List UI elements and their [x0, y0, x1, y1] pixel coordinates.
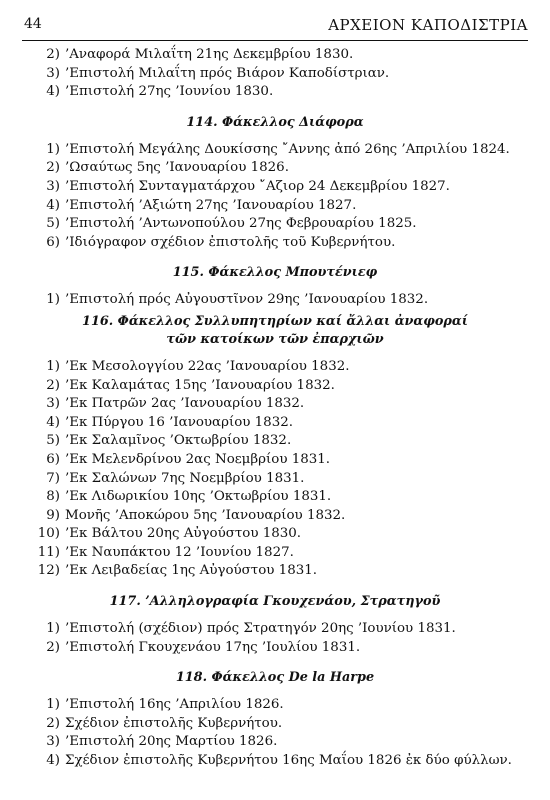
list-item [22, 752, 528, 771]
list-item [22, 620, 528, 639]
item-number: 1) [46, 621, 60, 637]
list-item [22, 470, 528, 489]
list-item [22, 291, 528, 310]
list-item [22, 639, 528, 658]
section-title-116-line-1: 116. Φάκελλος Συλλυπητηρίων καί ἄλλαι ἀναφοραί [82, 313, 468, 329]
section-title-118: 118. Φάκελλος De la Harpe [175, 670, 375, 686]
list-item [22, 178, 528, 197]
item-text: ’Επιστολή (σχέδιον) πρός Στρατηγόν 20ης ’Ιουνίου 1831. [65, 621, 456, 637]
list-item [22, 395, 528, 414]
item-number: 4) [46, 753, 60, 769]
list-item [22, 544, 528, 563]
item-text: ’Εκ Μελενδρίνου 2ας Νοεμβρίου 1831. [65, 451, 331, 467]
list-item [22, 83, 528, 102]
list-item [22, 507, 528, 526]
item-text: Σχέδιον ἐπιστολῆς Κυβερνήτου. [65, 715, 283, 731]
item-text: ’Ιδιόγραφον σχέδιον ἐπιστολῆς τοῦ Κυβερνήτου. [65, 234, 396, 250]
item-number: 12) [37, 563, 60, 579]
item-text: ’Επιστολή πρός Αὐγουστῖνον 29ης ’Ιανουαρίου 1832. [65, 292, 429, 308]
item-number: 5) [46, 433, 60, 449]
item-number: 6) [46, 451, 60, 467]
item-number: 1) [46, 697, 60, 713]
item-number: 1) [46, 358, 60, 374]
item-number: 2) [46, 377, 60, 393]
list-item [22, 234, 528, 253]
list-item [22, 696, 528, 715]
item-text: ’Εκ Σαλαμῖνος ’Οκτωβρίου 1832. [65, 433, 292, 449]
item-text: ’Εκ Καλαμάτας 15ης ’Ιανουαρίου 1832. [65, 377, 335, 393]
item-number: 3) [46, 65, 60, 81]
item-number: 1) [46, 292, 60, 308]
item-text: ’Επιστολή 16ης ’Απριλίου 1826. [65, 697, 284, 713]
item-text: Σχέδιον ἐπιστολῆς Κυβερνήτου 16ης Μαΐου 1826 ἐκ δύο φύλλων. [65, 753, 512, 769]
item-number: 2) [46, 715, 60, 731]
item-number: 3) [46, 178, 60, 194]
item-number: 9) [46, 507, 60, 523]
item-text: ’Επιστολή Μεγάλης Δουκίσσης ῎Αννης ἀπό 26ης ’Απριλίου 1824. [65, 141, 510, 157]
body-text [22, 46, 528, 771]
item-number: 3) [46, 734, 60, 750]
section-title-114: 114. Φάκελλος Διάφορα [186, 114, 364, 130]
list-item [22, 65, 528, 84]
list-item [22, 46, 528, 65]
item-text: ’Εκ Λειβαδείας 1ης Αὐγούστου 1831. [65, 563, 318, 579]
item-text: ’Επιστολή 27ης ’Ιουνίου 1830. [65, 84, 274, 100]
item-text: ’Επιστολή ’Αξιώτη 27ης ’Ιανουαρίου 1827. [65, 197, 357, 213]
item-number: 3) [46, 396, 60, 412]
item-number: 11) [37, 544, 60, 560]
item-number: 4) [46, 197, 60, 213]
list-item [22, 432, 528, 451]
item-number: 10) [37, 526, 60, 542]
item-number: 7) [46, 470, 60, 486]
item-number: 4) [46, 84, 60, 100]
item-text: ’Εκ Μεσολογγίου 22ας ’Ιανουαρίου 1832. [65, 358, 350, 374]
item-text: ’Αναφορά Μιλαΐτη 21ης Δεκεμβρίου 1830. [65, 47, 354, 62]
list-item [22, 733, 528, 752]
list-item [22, 215, 528, 234]
item-number: 6) [46, 234, 60, 250]
list-item [22, 562, 528, 581]
list-item [22, 525, 528, 544]
item-text: ’Επιστολή Μιλαΐτη πρός Βιάρον Καποδίστριαν. [65, 65, 390, 81]
list-item [22, 197, 528, 216]
item-text: ’Εκ Λιδωρικίου 10ης ’Οκτωβρίου 1831. [65, 489, 332, 505]
list-item [22, 159, 528, 178]
list-item [22, 377, 528, 396]
item-text: ’Εκ Βάλτου 20ης Αὐγούστου 1830. [65, 526, 302, 542]
item-number: 2) [46, 160, 60, 176]
item-text: ’Επιστολή ’Αντωνοπούλου 27ης Φεβρουαρίου 1825. [65, 216, 417, 232]
item-number: 2) [46, 47, 60, 62]
running-head: ΑΡΧΕΙΟΝ ΚΑΠΟΔΙΣΤΡΙΑ [328, 16, 528, 34]
item-number: 2) [46, 639, 60, 655]
item-number: 5) [46, 216, 60, 232]
item-text: ’Επιστολή Γκουχενάου 17ης ’Ιουλίου 1831. [65, 639, 361, 655]
list-item [22, 141, 528, 160]
item-number: 4) [46, 414, 60, 430]
item-text: ’Εκ Ναυπάκτου 12 ’Ιουνίου 1827. [65, 544, 294, 560]
item-text: ’Εκ Πατρῶν 2ας ’Ιανουαρίου 1832. [65, 396, 305, 412]
item-text: ’Εκ Σαλώνων 7ης Νοεμβρίου 1831. [65, 470, 305, 486]
page-number: 44 [24, 16, 42, 32]
section-title-116-line-2: τῶν κατοίκων τῶν ἐπαρχιῶν [166, 331, 384, 347]
section-title-115: 115. Φάκελλος Μπουτένιεφ [172, 265, 378, 281]
item-number: 8) [46, 489, 60, 505]
item-text: ’Επιστολή Συνταγματάρχου ῎Αζιορ 24 Δεκεμβρίου 1827. [65, 178, 450, 194]
list-item [22, 358, 528, 377]
item-text: ’Ωσαύτως 5ης ’Ιανουαρίου 1826. [65, 160, 289, 176]
list-item [22, 488, 528, 507]
item-text: Μονῆς ’Αποκώρου 5ης ’Ιανουαρίου 1832. [65, 507, 346, 523]
list-item [22, 715, 528, 734]
list-item [22, 451, 528, 470]
item-text: ’Εκ Πύργου 16 ’Ιανουαρίου 1832. [65, 414, 293, 430]
item-number: 1) [46, 141, 60, 157]
section-title-117: 117. ’Αλληλογραφία Γκουχενάου, Στρατηγοῦ [109, 594, 441, 610]
header-rule [22, 40, 528, 41]
item-text: ’Επιστολή 20ης Μαρτίου 1826. [65, 734, 278, 750]
list-item [22, 414, 528, 433]
